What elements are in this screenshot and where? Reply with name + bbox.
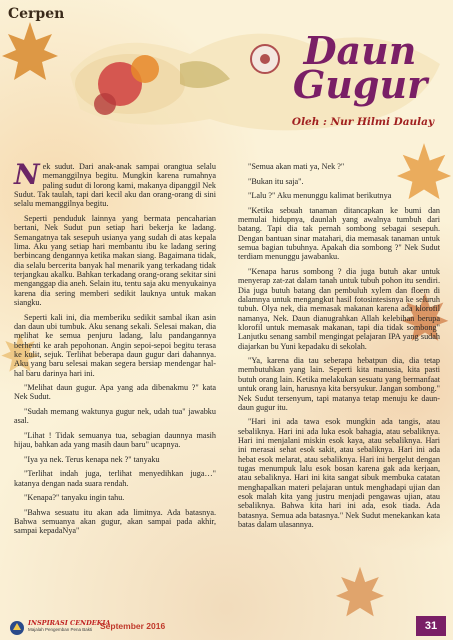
right-column — [238, 162, 440, 535]
paragraph: "Bahwa sesuatu itu akan ada limitnya. Ada batasnya. Bahwa semuanya akan gugur, akan sampai pada akhir, sampai kepadaNya" — [14, 507, 216, 536]
paragraph: "Kenapa harus sombong ? dia juga butuh akar untuk menyerap zat-zat dalam tanah untuk tubuh pohon itu sendiri. Dia juga butuh batang dan pembuluh xylem dan floem di dalamnya untuk mengangkut hasil fotosintesisnya ke seluruh tubuh. Olya nek, dia memasak makanan karena ada klorofil namanya, Nek. Daun dianugrahkan Allah kelebihan berupa klorofil untuk memasak makanan, tapi dia tidak sombong" Lanjutku senang sambil mengingat pelajaran IPA yang sudah diajarkan bu Yuni kepadaku di sekolah. — [238, 266, 440, 351]
story-title — [270, 28, 450, 107]
paragraph: "Semua akan mati ya, Nek ?" — [248, 162, 345, 171]
paragraph: "Melihat daun gugur. Apa yang ada dibenakmu ?" kata Nek Sudut. — [14, 383, 216, 402]
magazine-tagline: Majalah Pengemban Pena Bakti — [28, 627, 93, 632]
title-line-1: Daun — [303, 28, 417, 73]
title-line-2: Gugur — [292, 62, 428, 107]
magazine-logo-icon — [8, 620, 26, 636]
magazine-brand: INSPIRASI CENDEKIA — [28, 619, 111, 627]
paragraph: Nek sudut. Dari anak-anak sampai orangtua selalu memanggilnya begitu. Mungkin karena rumahnya paling sudut di lorong kami, makanya dipanggil Nek Sudut. Tak taulah, tapi dari kecil aku dan orang-orang di sini selalu memanggilnya begitu. — [14, 158, 216, 209]
section-label: Cerpen — [8, 6, 65, 22]
page-number: 31 — [416, 616, 446, 636]
paragraph: "Terlihat indah juga, terlihat menyedihkan juga…" katanya dengan nada suara rendah. — [14, 469, 216, 488]
paragraph: "Ketika sebuah tanaman ditancapkan ke bumi dan memulai hidupnya, daunlah yang awalnya tumbuh dari batang. Tapi dia tak pernah sombong sebagai sesepuh. Dengan bantuan sinar matahari, dia memasak tanaman untuk semua bagian tubuhnya. Apakah dia sombong ?" Nek Sudut terdiam menunggu jawabanku. — [238, 205, 440, 262]
paragraph: "Hari ini ada tawa esok mungkin ada tangis, atau sebaliknya. Hari ini ada luka esok bahagia, atau sebaliknya. Hari ini menjalani miskin esok kaya, atau sebaliknya. Hari ini merasai sehat esok sakit, atau sebaliknya. Hari ini ada hebat esok melarat, atau sebaliknya. Hari ini bergelut dengan tugas menumpuk lalu esok bosan karena gak ada kerjaan, atau sebaliknya. Hari ini kita sangat sibuk membuka catatan menghapalkan materi pelajaran untuk menghadapi ujian dan esok malah kita yang justru menjadi pengawas ujian, atau sebaliknya. Bahwa kita hari ini ada, esok tiada. Ada batasnya. Semua ada batasnya." Nek Sudut menekankan kata batas dalam ulasannya. — [238, 417, 440, 530]
paragraph: Seperti penduduk lainnya yang bermata pencaharian bertani, Nek Sudut pun setiap hari bekerja ke ladang. Semangatnya tak sesepuh usianya yang sudah di atas kepala lima. Aku yang setiap hari membantu ibu ke ladang sering berbincang dengannya ketika makan siang. Bagaimana tidak, dia selalu bercerita banyak hal menarik yang terkadang tidak terjangkau akalku. Bahkan terkadang orang-orang sekitar sini menganggap dia aneh. Selain itu, tentu saja aku menyukainya karena dia sering memberi sedikit lauknya untuk makan siangku. — [14, 213, 216, 307]
paragraph: Seperti kali ini, dia memberiku sedikit sambal ikan asin dan daun ubi tumbuk. Aku senang sekali. Selesai makan, dia melihat ke semua penjuru ladang, lalu pandangannya berhenti ke arah pepohonan. Angin sepoi-sepoi begitu terasa ke kulit, sejuk. Terlihat beberapa daun gugur dari dahannya. Aku yang baru selesai makan segera bersiap mendengar hal-hal baru darinya hari ini. — [14, 312, 216, 378]
paragraph: "Sudah memang waktunya gugur nek, udah tua" jawabku asal. — [14, 407, 216, 426]
left-column — [14, 158, 216, 541]
paragraph: "Ya, karena dia tau seberapa hebatpun dia, dia tetap membutuhkan yang lain. Seperti kita manusia, kita pasti butuh orang lain. Ketika melakukan sesuatu yang bermanfaat untuk orang lain, harusnya kita bersyukur. Jangan sombong." Nek Sudut tersenyum, tapi matanya tetap menuju ke daun-daun gugur itu. — [238, 356, 440, 412]
paragraph: "Iya ya nek. Terus kenapa nek ?" tanyaku — [24, 454, 160, 464]
paragraph: "Lalu ?" Aku menunggu kalimat berikutnya — [248, 191, 392, 201]
paragraph: "Lihat ! Tidak semuanya tua, sebagian daunnya masih hijau, bahkan ada yang masih daun baru" ucapnya. — [14, 430, 216, 450]
drop-cap: N — [14, 158, 40, 191]
author-byline: Oleh : Nur Hilmi Daulay — [291, 116, 435, 128]
paragraph: "Kenapa?" tanyaku ingin tahu. — [24, 493, 125, 503]
issue-date: September 2016 — [100, 621, 166, 631]
paragraph: "Bukan itu saja". — [248, 176, 304, 186]
page-footer — [0, 616, 453, 640]
